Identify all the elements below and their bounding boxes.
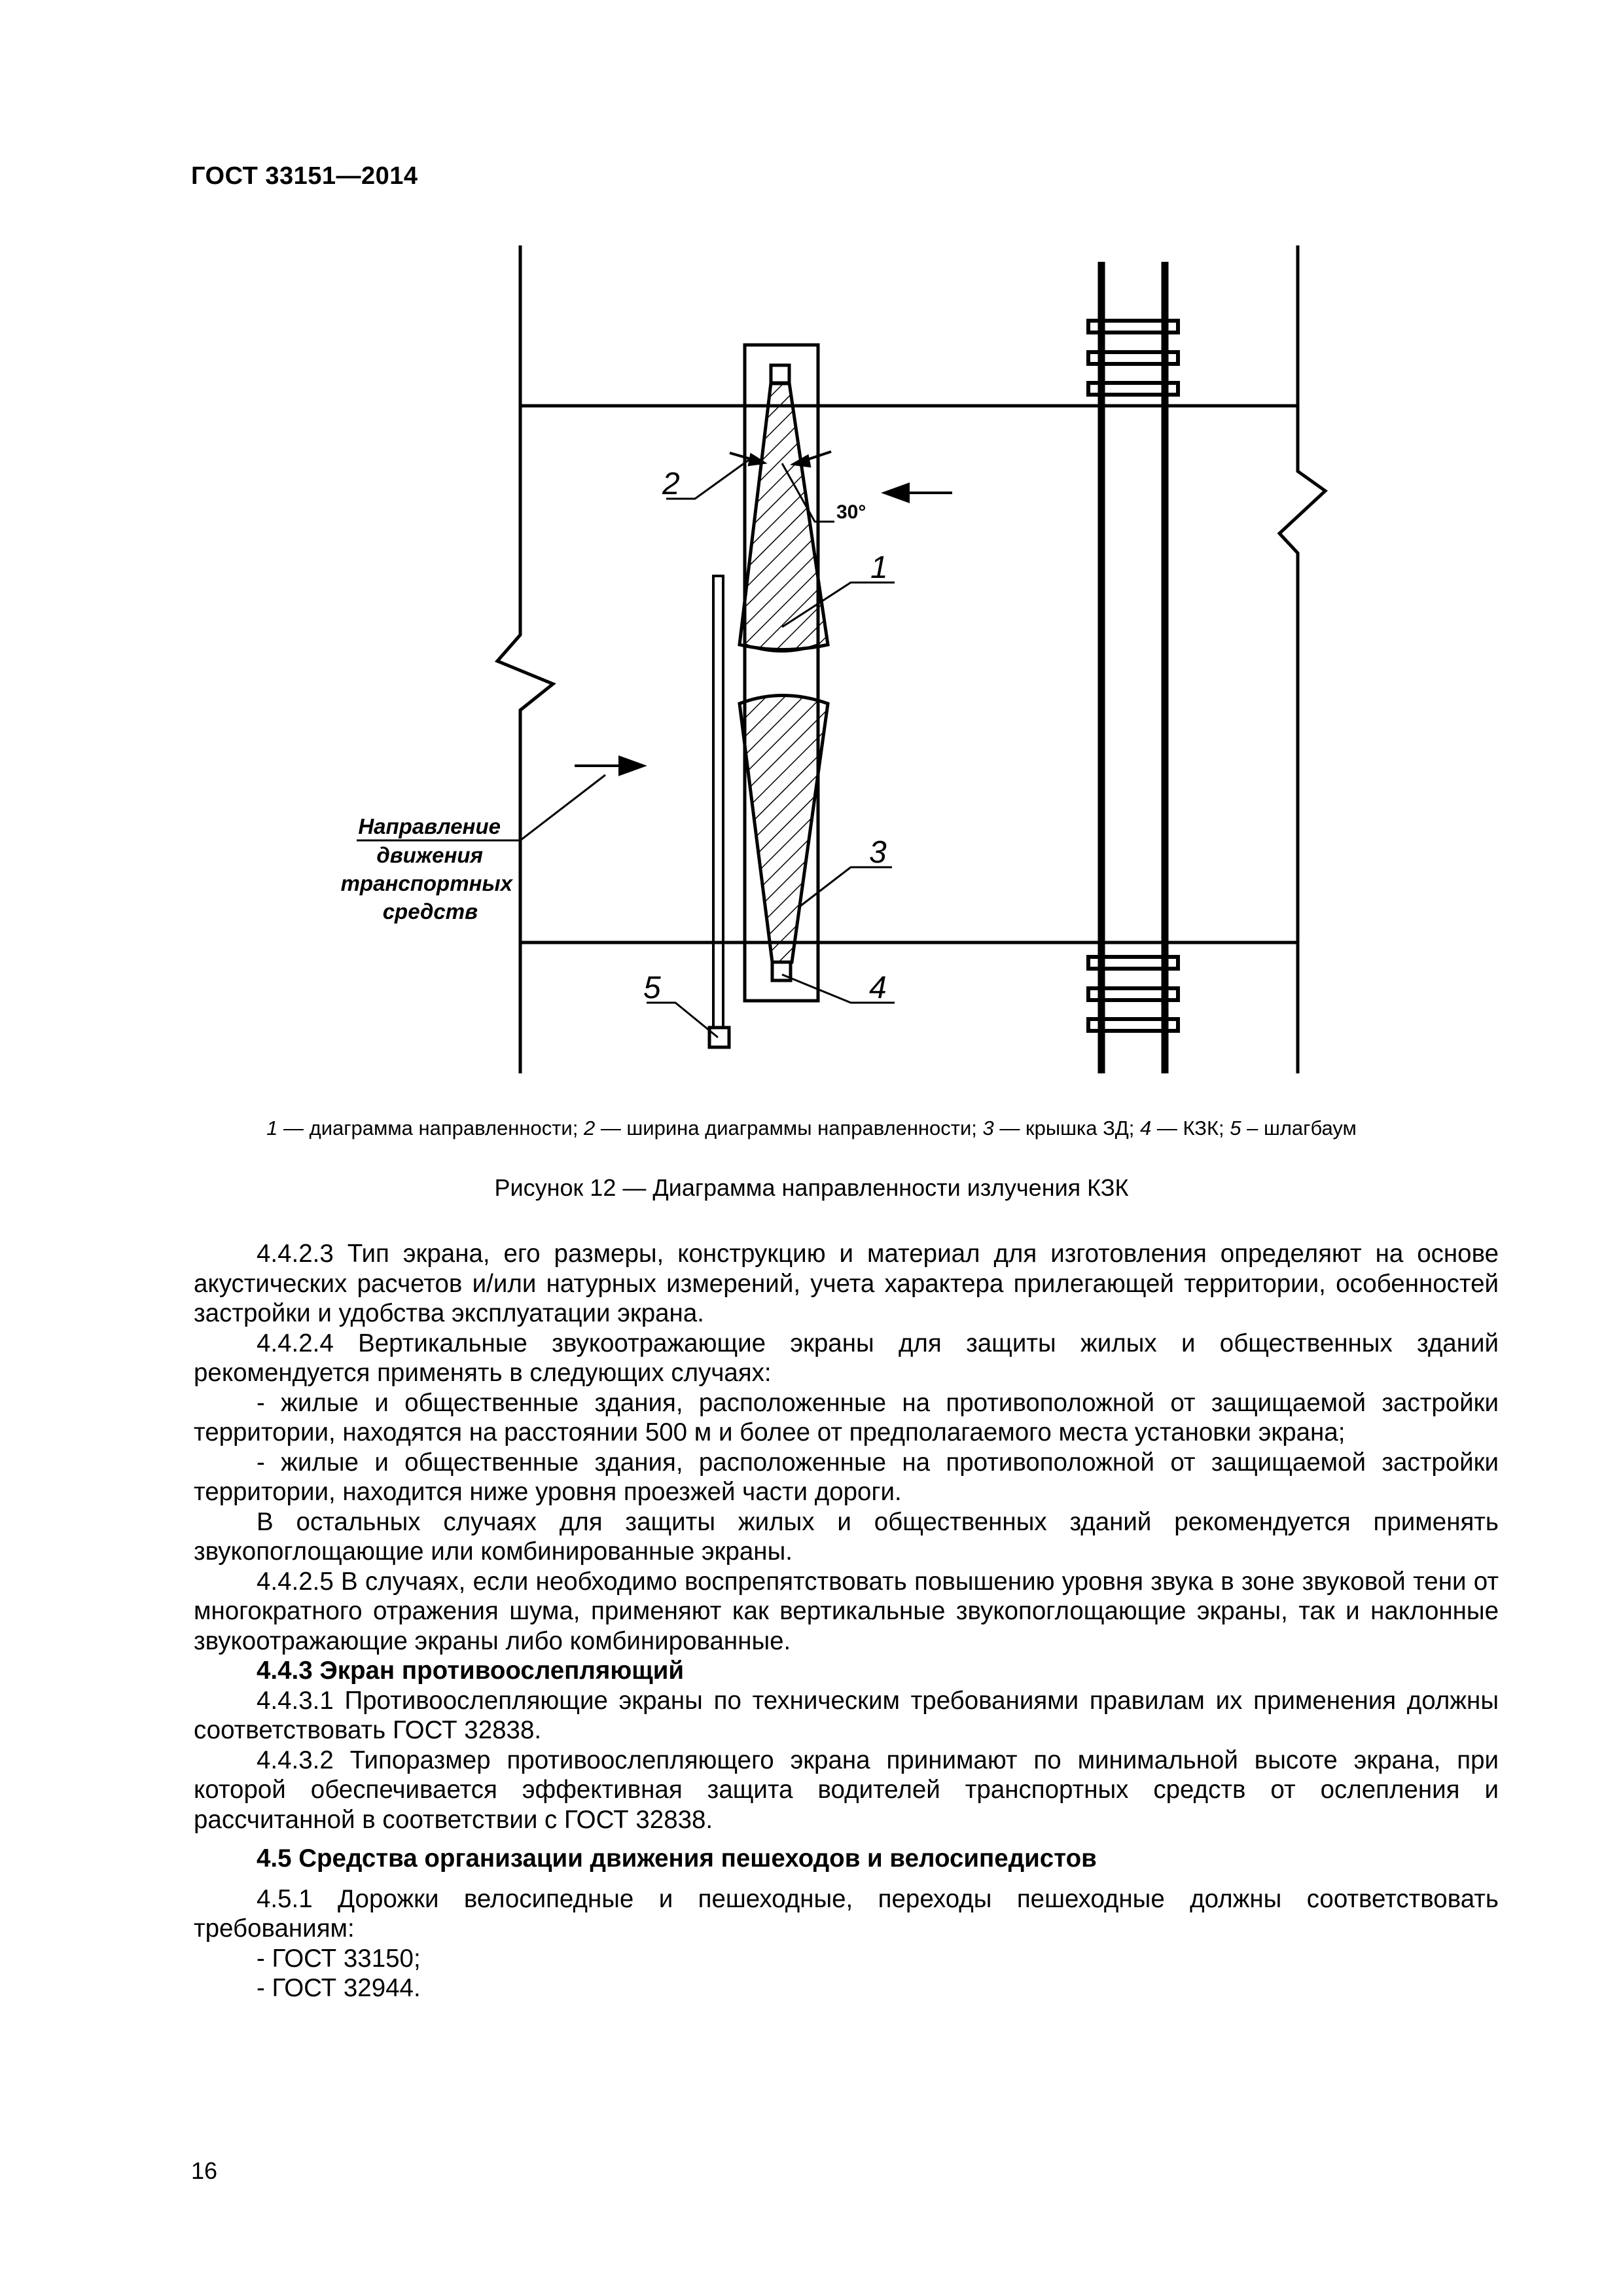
paragraph: 4.4.3.2 Типоразмер противоослепляющего экрана принимают по минимальной высоте экрана, при которой обеспечивается эффективная защита водителей транспортных средств от ослепления и рассчитанной в соответствии с ГОСТ 32838. [194, 1746, 1499, 1834]
paragraph: 4.4.2.4 Вертикальные звукоотражающие экраны для защиты жилых и общественных зданий рекомендуется применять в следующих случаях: [194, 1329, 1499, 1387]
label-3: 3 [869, 835, 887, 870]
paragraph: 4.4.2.3 Тип экрана, его размеры, конструкцию и материал для изготовления определяют на основе акустических расчетов и/или натурных измерений, учета характера прилегающей территории, особенностей застройки и удобства эксплуатации экрана. [194, 1240, 1499, 1327]
label-angle: 30° [836, 501, 866, 523]
page-number: 16 [191, 2157, 218, 2184]
label-1: 1 [870, 550, 888, 585]
road-edge-left [497, 245, 553, 1073]
label-5: 5 [643, 971, 661, 1005]
paragraph: 4.4.3.1 Противоослепляющие экраны по техническим требованиями правилам их применения должны соответствовать ГОСТ 32838. [194, 1686, 1499, 1744]
direction-label: средств [382, 899, 478, 924]
leader-5 [647, 1003, 718, 1037]
directivity-cone-top [740, 383, 828, 650]
list-item: - жилые и общественные здания, расположенные на противоположной от защищаемой застройки территории, находится ниже уровня проезжей части дороги. [194, 1448, 1499, 1506]
section-heading: 4.4.3 Экран противоослепляющий [257, 1657, 685, 1685]
paragraph: 4.5.1 Дорожки велосипедные и пешеходные, переходы пешеходные должны соответствовать требованиям: [194, 1884, 1499, 1943]
list-item: - ГОСТ 32944. [257, 1974, 421, 2002]
direction-label: Направление [358, 814, 501, 838]
direction-label: движения [376, 843, 483, 867]
list-item: - ГОСТ 33150; [257, 1944, 421, 1973]
figure-caption: Рисунок 12 — Диаграмма направленности излучения КЗК [494, 1174, 1129, 1201]
body-text [194, 1239, 1499, 2003]
kzk-square-top [771, 365, 789, 384]
barrier-base [709, 1028, 729, 1047]
label-4: 4 [869, 971, 887, 1005]
barrier-pole [713, 576, 723, 1028]
direction-label: транспортных [340, 871, 512, 895]
label-2: 2 [662, 467, 680, 501]
leader-3 [800, 867, 892, 906]
figure-legend: 1 — диаграмма направленности; 2 — ширина диаграммы направленности; 3 — крышка ЗД; 4 — КЗК; 5 – шлагбаум [266, 1117, 1357, 1139]
figure-diagram [0, 0, 1623, 1113]
directivity-cone-bottom [740, 696, 828, 963]
section-heading: 4.5 Средства организации движения пешеходов и велосипедистов [257, 1844, 1097, 1873]
road-edge-right [1279, 245, 1325, 1073]
list-item: - жилые и общественные здания, расположенные на противоположной от защищаемой застройки территории, находятся на расстоянии 500 м и более от предполагаемого места установки экрана; [194, 1388, 1499, 1446]
document-header: ГОСТ 33151—2014 [191, 162, 418, 190]
paragraph: 4.4.2.5 В случаях, если необходимо воспрепятствовать повышению уровня звука в зоне звуковой тени от многократного отражения шума, применяют как вертикальные звукопоглощающие экраны, так и наклонные звукоотражающие экраны либо комбинированные. [194, 1567, 1499, 1655]
paragraph: В остальных случаях для защиты жилых и общественных зданий рекомендуется применять звукопоглощающие или комбинированные экраны. [194, 1507, 1499, 1566]
